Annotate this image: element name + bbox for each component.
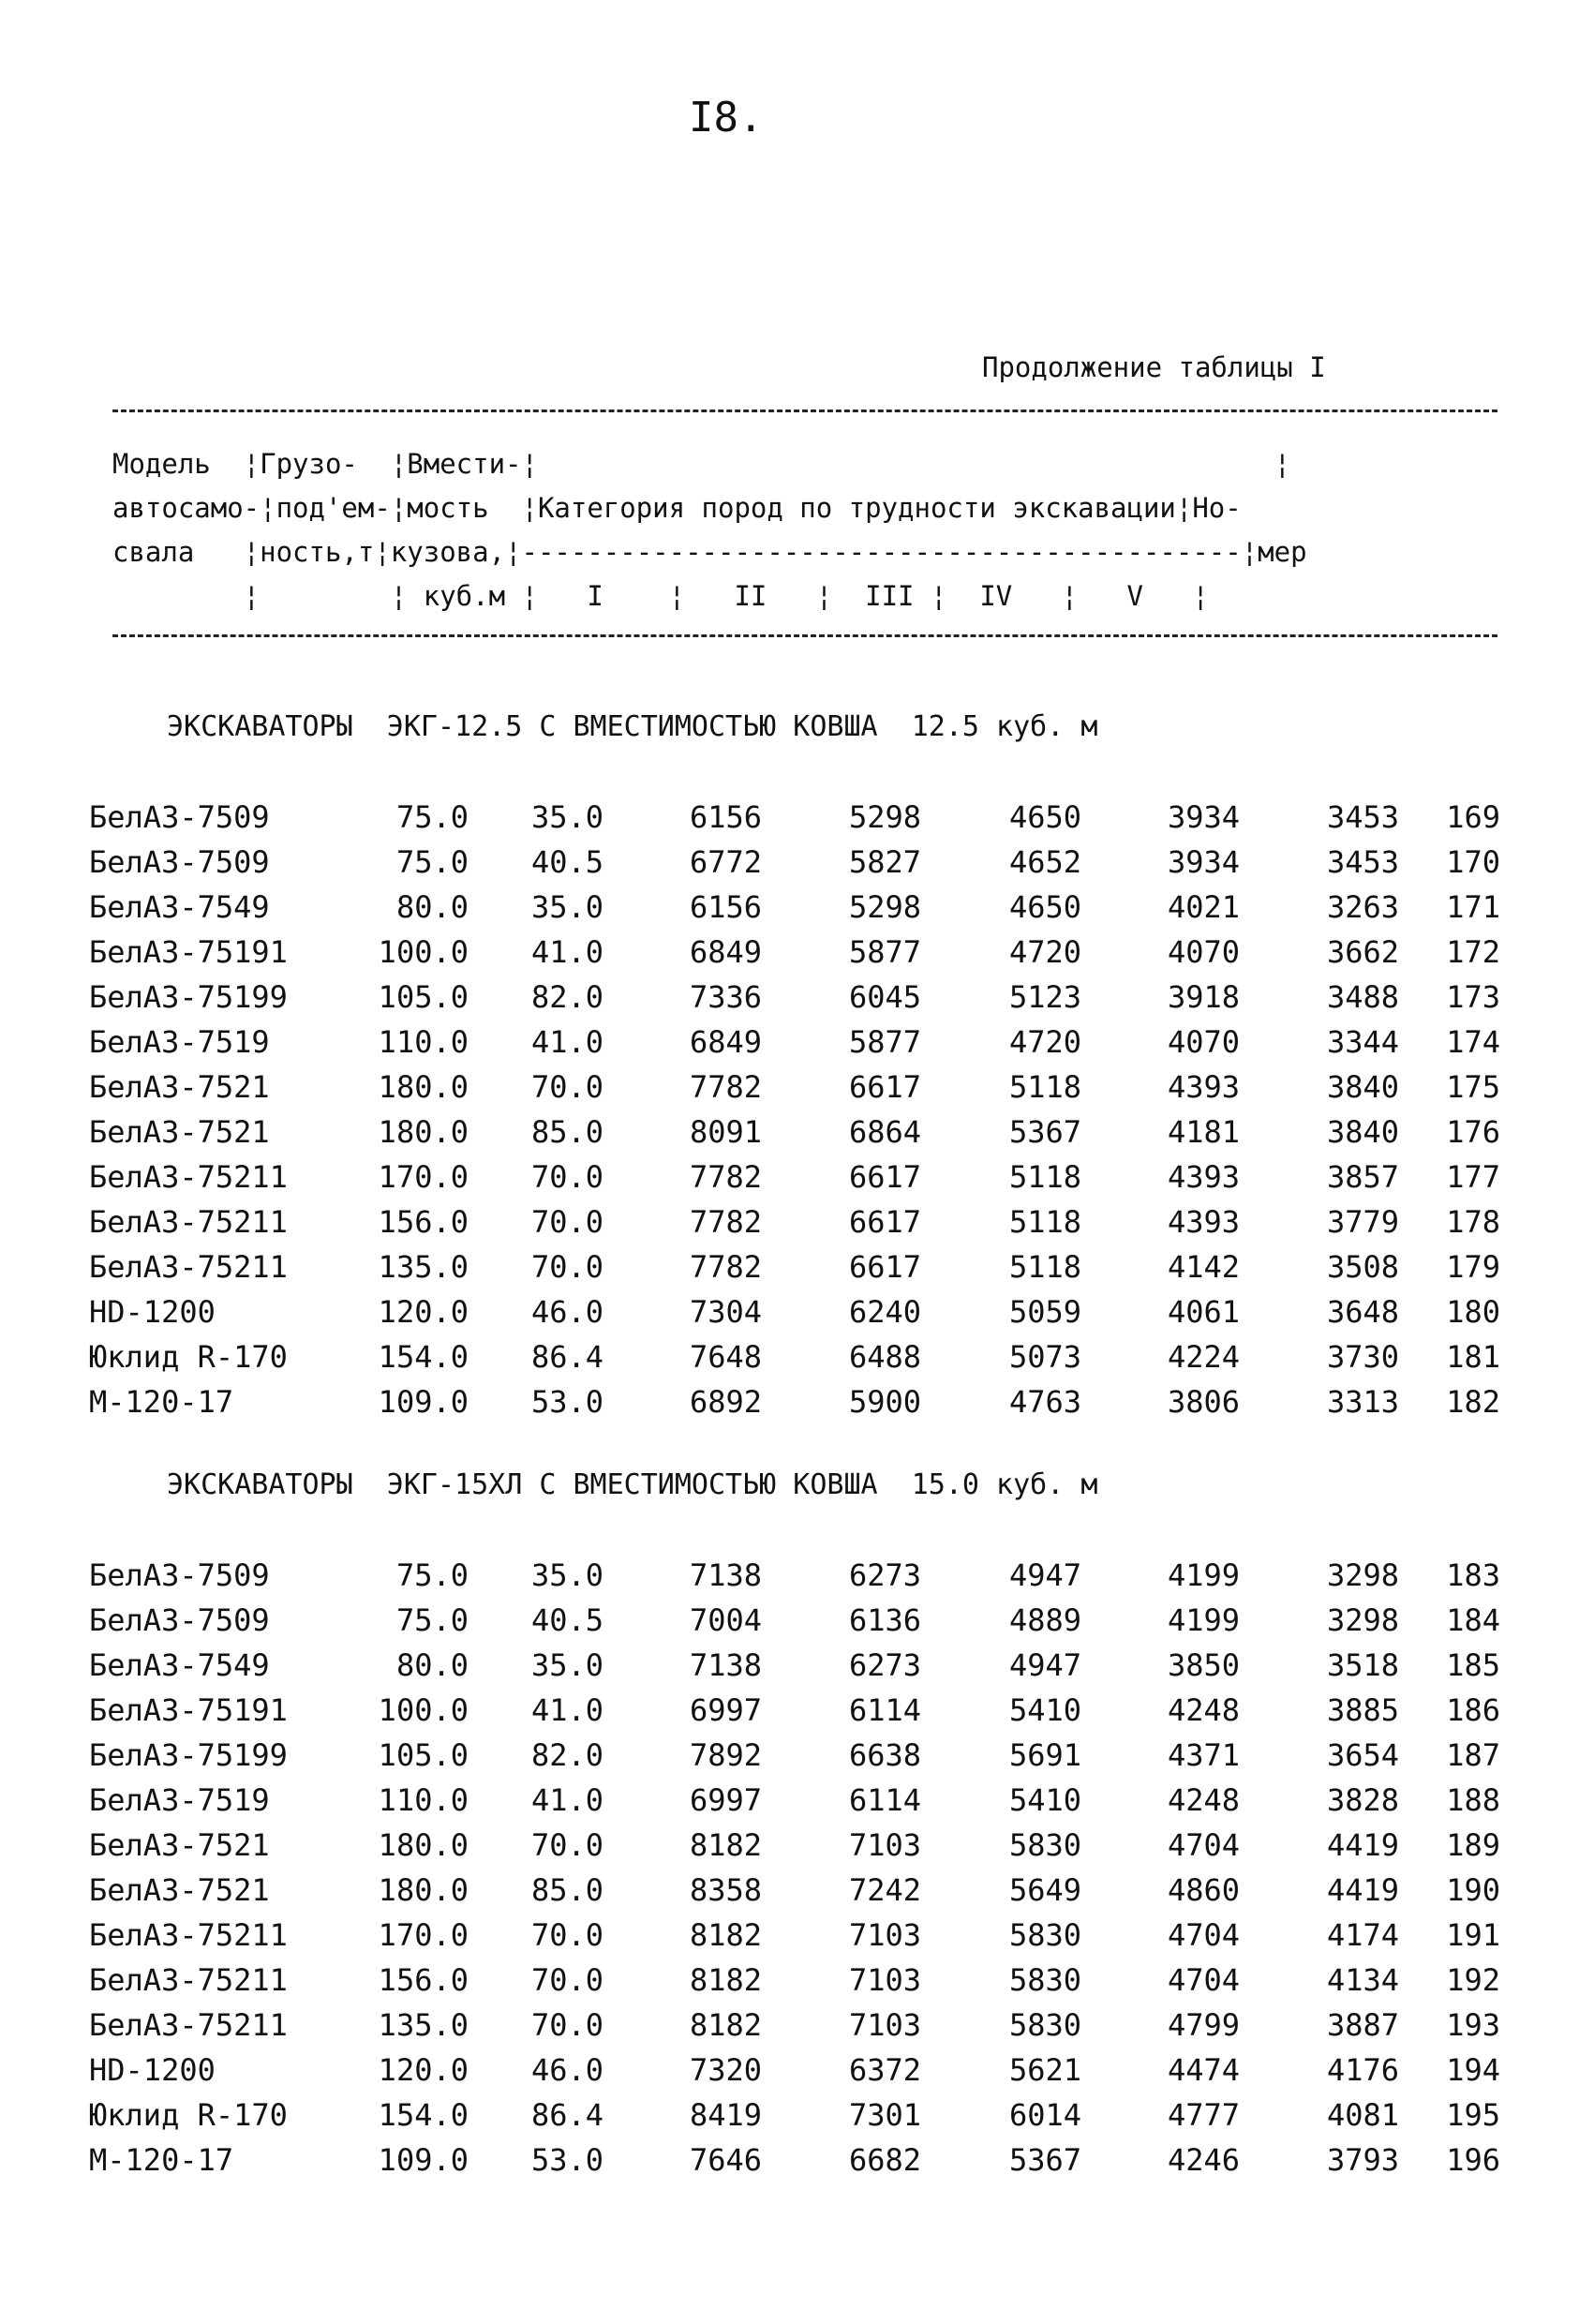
cell-iv: 3918 [1167,979,1240,1015]
cell-v: 3298 [1326,1602,1399,1638]
table-row [0,1602,1594,1647]
cell-ii: 5298 [848,799,921,835]
cell-model: БелАЗ-7519 [89,1024,270,1060]
cell-capacity: 100.0 [378,934,469,970]
section-title: ЭКСКАВАТОРЫ ЭКГ-15ХЛ С ВМЕСТИМОСТЬЮ КОВША 15.0 куб. м [167,1468,1098,1501]
cell-ii: 7103 [848,1917,921,1953]
cell-v: 3887 [1326,2007,1399,2043]
cell-model: БелАЗ-7549 [89,1647,270,1683]
cell-model: БелАЗ-75211 [89,1917,288,1953]
cell-v: 4419 [1326,1872,1399,1908]
cell-iv: 4199 [1167,1557,1240,1593]
cell-volume: 70.0 [530,1069,603,1105]
cell-num: 196 [1446,2142,1500,2178]
cell-iii: 5059 [1008,1294,1081,1330]
cell-iv: 4474 [1167,2052,1240,2088]
table-row [0,1204,1594,1249]
cell-ii: 7103 [848,1827,921,1863]
cell-ii: 6273 [848,1557,921,1593]
cell-num: 171 [1446,889,1500,925]
cell-iii: 5118 [1008,1069,1081,1105]
cell-model: БелАЗ-7509 [89,799,270,835]
cell-i: 8182 [689,1917,762,1953]
cell-volume: 46.0 [530,1294,603,1330]
cell-iv: 3934 [1167,799,1240,835]
cell-ii: 6488 [848,1339,921,1375]
cell-i: 6849 [689,934,762,970]
cell-capacity: 75.0 [395,1602,469,1638]
cell-v: 3313 [1326,1384,1399,1420]
cell-i: 7138 [689,1557,762,1593]
cell-model: БелАЗ-7509 [89,844,270,880]
cell-num: 169 [1446,799,1500,835]
cell-iv: 3850 [1167,1647,1240,1683]
cell-iii: 4947 [1008,1647,1081,1683]
table-row [0,1069,1594,1114]
cell-v: 4419 [1326,1827,1399,1863]
cell-capacity: 120.0 [378,2052,469,2088]
cell-ii: 6682 [848,2142,921,2178]
cell-i: 7648 [689,1339,762,1375]
cell-ii: 5298 [848,889,921,925]
cell-v: 3453 [1326,844,1399,880]
cell-iii: 4947 [1008,1557,1081,1593]
cell-capacity: 105.0 [378,1737,469,1773]
table-row [0,844,1594,889]
cell-v: 4176 [1326,2052,1399,2088]
cell-iv: 4393 [1167,1204,1240,1240]
cell-model: БелАЗ-75211 [89,1204,288,1240]
cell-v: 3828 [1326,1782,1399,1818]
cell-v: 3857 [1326,1159,1399,1195]
cell-model: БелАЗ-7509 [89,1602,270,1638]
cell-iv: 4246 [1167,2142,1240,2178]
cell-capacity: 110.0 [378,1024,469,1060]
cell-ii: 6617 [848,1159,921,1195]
cell-i: 6156 [689,799,762,835]
cell-iii: 4650 [1008,799,1081,835]
cell-volume: 35.0 [530,1647,603,1683]
cell-iv: 4224 [1167,1339,1240,1375]
cell-num: 178 [1446,1204,1500,1240]
cell-ii: 6617 [848,1249,921,1285]
cell-volume: 70.0 [530,1827,603,1863]
cell-num: 188 [1446,1782,1500,1818]
cell-model: БелАЗ-7519 [89,1782,270,1818]
table-row [0,934,1594,979]
cell-num: 192 [1446,1962,1500,1998]
cell-volume: 35.0 [530,1557,603,1593]
cell-capacity: 109.0 [378,2142,469,2178]
cell-model: HD-1200 [89,1294,216,1330]
cell-iv: 4777 [1167,2097,1240,2133]
cell-num: 189 [1446,1827,1500,1863]
cell-iii: 5621 [1008,2052,1081,2088]
table-row [0,1249,1594,1294]
header-line-1: Модель ¦Грузо- ¦Вмести-¦ ¦ [112,448,1291,480]
cell-num: 174 [1446,1024,1500,1060]
cell-i: 7320 [689,2052,762,2088]
cell-volume: 82.0 [530,1737,603,1773]
cell-volume: 35.0 [530,889,603,925]
cell-capacity: 170.0 [378,1917,469,1953]
cell-capacity: 180.0 [378,1827,469,1863]
cell-capacity: 170.0 [378,1159,469,1195]
cell-model: М-120-17 [89,1384,234,1420]
cell-volume: 41.0 [530,1692,603,1728]
cell-v: 3344 [1326,1024,1399,1060]
table-row [0,1384,1594,1429]
cell-i: 8182 [689,1962,762,1998]
cell-i: 7138 [689,1647,762,1683]
table-row [0,1159,1594,1204]
cell-i: 7782 [689,1204,762,1240]
cell-volume: 70.0 [530,1159,603,1195]
cell-num: 180 [1446,1294,1500,1330]
cell-ii: 6240 [848,1294,921,1330]
table-row [0,979,1594,1024]
cell-ii: 5900 [848,1384,921,1420]
cell-i: 7782 [689,1159,762,1195]
cell-iv: 4070 [1167,934,1240,970]
cell-iii: 4720 [1008,934,1081,970]
cell-capacity: 110.0 [378,1782,469,1818]
cell-volume: 70.0 [530,1249,603,1285]
cell-iii: 5367 [1008,2142,1081,2178]
cell-iii: 5118 [1008,1204,1081,1240]
cell-iii: 5410 [1008,1692,1081,1728]
table-row [0,799,1594,844]
cell-capacity: 135.0 [378,2007,469,2043]
cell-ii: 6864 [848,1114,921,1150]
cell-num: 173 [1446,979,1500,1015]
table-row [0,2052,1594,2097]
cell-ii: 6617 [848,1069,921,1105]
cell-capacity: 180.0 [378,1069,469,1105]
cell-ii: 7301 [848,2097,921,2133]
cell-i: 6997 [689,1782,762,1818]
cell-v: 4174 [1326,1917,1399,1953]
cell-iv: 4393 [1167,1159,1240,1195]
header-bottom-rule [112,634,1497,637]
cell-num: 182 [1446,1384,1500,1420]
cell-num: 193 [1446,2007,1500,2043]
cell-ii: 6638 [848,1737,921,1773]
cell-num: 194 [1446,2052,1500,2088]
cell-volume: 86.4 [530,2097,603,2133]
cell-iv: 4860 [1167,1872,1240,1908]
header-line-4: ¦ ¦ куб.м ¦ I ¦ II ¦ III ¦ IV ¦ V ¦ [112,580,1209,612]
cell-ii: 6045 [848,979,921,1015]
cell-capacity: 156.0 [378,1204,469,1240]
table-row [0,1114,1594,1159]
cell-i: 8091 [689,1114,762,1150]
cell-model: БелАЗ-7521 [89,1872,270,1908]
cell-iv: 3934 [1167,844,1240,880]
cell-ii: 7103 [848,2007,921,2043]
table-row [0,889,1594,934]
cell-v: 3508 [1326,1249,1399,1285]
table-row [0,1339,1594,1384]
cell-volume: 41.0 [530,934,603,970]
cell-model: БелАЗ-75211 [89,2007,288,2043]
cell-iii: 4652 [1008,844,1081,880]
cell-iii: 5118 [1008,1249,1081,1285]
cell-iv: 4248 [1167,1692,1240,1728]
cell-capacity: 80.0 [395,889,469,925]
cell-v: 3298 [1326,1557,1399,1593]
cell-num: 179 [1446,1249,1500,1285]
cell-i: 6849 [689,1024,762,1060]
cell-ii: 7242 [848,1872,921,1908]
table-row [0,1557,1594,1602]
cell-v: 3885 [1326,1692,1399,1728]
cell-iv: 4371 [1167,1737,1240,1773]
table-continuation-caption: Продолжение таблицы I [982,351,1326,383]
cell-i: 6892 [689,1384,762,1420]
cell-volume: 85.0 [530,1114,603,1150]
cell-model: Юклид R-170 [89,2097,288,2133]
cell-i: 8182 [689,2007,762,2043]
cell-num: 181 [1446,1339,1500,1375]
cell-iii: 5118 [1008,1159,1081,1195]
cell-ii: 6617 [848,1204,921,1240]
cell-i: 7782 [689,1249,762,1285]
cell-iii: 5123 [1008,979,1081,1015]
cell-iv: 4142 [1167,1249,1240,1285]
cell-volume: 70.0 [530,1917,603,1953]
cell-iv: 4021 [1167,889,1240,925]
cell-volume: 85.0 [530,1872,603,1908]
cell-iii: 5830 [1008,1917,1081,1953]
cell-model: БелАЗ-7549 [89,889,270,925]
cell-num: 191 [1446,1917,1500,1953]
cell-num: 195 [1446,2097,1500,2133]
cell-v: 4134 [1326,1962,1399,1998]
cell-capacity: 109.0 [378,1384,469,1420]
cell-model: Юклид R-170 [89,1339,288,1375]
cell-v: 3654 [1326,1737,1399,1773]
cell-i: 8182 [689,1827,762,1863]
cell-num: 186 [1446,1692,1500,1728]
cell-model: БелАЗ-7521 [89,1069,270,1105]
cell-model: БелАЗ-75211 [89,1159,288,1195]
cell-model: БелАЗ-75211 [89,1962,288,1998]
cell-i: 7004 [689,1602,762,1638]
cell-iii: 6014 [1008,2097,1081,2133]
cell-capacity: 120.0 [378,1294,469,1330]
cell-model: БелАЗ-7509 [89,1557,270,1593]
cell-num: 176 [1446,1114,1500,1150]
table-row [0,1917,1594,1962]
cell-capacity: 100.0 [378,1692,469,1728]
cell-capacity: 75.0 [395,844,469,880]
cell-iv: 4704 [1167,1962,1240,1998]
cell-i: 7304 [689,1294,762,1330]
cell-capacity: 180.0 [378,1872,469,1908]
cell-volume: 70.0 [530,1962,603,1998]
header-line-3: свала ¦ность,т¦кузова,¦--------------------------------------------¦мер [112,536,1307,568]
page-number: I8. [689,94,764,142]
cell-iv: 4248 [1167,1782,1240,1818]
cell-model: БелАЗ-75211 [89,1249,288,1285]
cell-iii: 5410 [1008,1782,1081,1818]
cell-num: 175 [1446,1069,1500,1105]
cell-ii: 5877 [848,1024,921,1060]
cell-capacity: 80.0 [395,1647,469,1683]
cell-v: 3648 [1326,1294,1399,1330]
cell-iv: 4070 [1167,1024,1240,1060]
cell-iv: 4704 [1167,1827,1240,1863]
cell-model: М-120-17 [89,2142,234,2178]
cell-volume: 35.0 [530,799,603,835]
cell-iv: 4199 [1167,1602,1240,1638]
table-row [0,1872,1594,1917]
cell-i: 7336 [689,979,762,1015]
table-row [0,2097,1594,2142]
cell-i: 8419 [689,2097,762,2133]
cell-model: БелАЗ-75199 [89,979,288,1015]
cell-iv: 4181 [1167,1114,1240,1150]
cell-ii: 5877 [848,934,921,970]
table-row [0,1737,1594,1782]
cell-capacity: 156.0 [378,1962,469,1998]
table-row [0,1024,1594,1069]
cell-iii: 5073 [1008,1339,1081,1375]
cell-i: 6156 [689,889,762,925]
cell-ii: 6273 [848,1647,921,1683]
cell-volume: 70.0 [530,1204,603,1240]
cell-v: 3662 [1326,934,1399,970]
cell-capacity: 75.0 [395,1557,469,1593]
cell-iii: 4720 [1008,1024,1081,1060]
cell-num: 177 [1446,1159,1500,1195]
cell-iii: 5367 [1008,1114,1081,1150]
cell-volume: 70.0 [530,2007,603,2043]
cell-v: 4081 [1326,2097,1399,2133]
cell-i: 8358 [689,1872,762,1908]
cell-iii: 4650 [1008,889,1081,925]
cell-v: 3779 [1326,1204,1399,1240]
section-title: ЭКСКАВАТОРЫ ЭКГ-12.5 С ВМЕСТИМОСТЬЮ КОВША 12.5 куб. м [167,710,1098,743]
cell-num: 190 [1446,1872,1500,1908]
cell-ii: 7103 [848,1962,921,1998]
cell-num: 183 [1446,1557,1500,1593]
cell-iv: 4393 [1167,1069,1240,1105]
cell-iii: 5830 [1008,1827,1081,1863]
cell-volume: 41.0 [530,1024,603,1060]
cell-volume: 40.5 [530,844,603,880]
cell-iii: 5830 [1008,2007,1081,2043]
cell-num: 185 [1446,1647,1500,1683]
cell-v: 3840 [1326,1069,1399,1105]
cell-iii: 4763 [1008,1384,1081,1420]
cell-v: 3488 [1326,979,1399,1015]
cell-iv: 3806 [1167,1384,1240,1420]
cell-iv: 4061 [1167,1294,1240,1330]
cell-volume: 82.0 [530,979,603,1015]
cell-v: 3793 [1326,2142,1399,2178]
cell-num: 184 [1446,1602,1500,1638]
cell-i: 6772 [689,844,762,880]
table-row [0,1647,1594,1692]
table-row [0,1294,1594,1339]
cell-v: 3840 [1326,1114,1399,1150]
cell-iv: 4704 [1167,1917,1240,1953]
cell-iii: 5830 [1008,1962,1081,1998]
table-row [0,1962,1594,2007]
cell-capacity: 135.0 [378,1249,469,1285]
cell-num: 172 [1446,934,1500,970]
cell-capacity: 154.0 [378,1339,469,1375]
table-row [0,1692,1594,1737]
cell-iii: 4889 [1008,1602,1081,1638]
cell-model: HD-1200 [89,2052,216,2088]
cell-i: 7892 [689,1737,762,1773]
cell-model: БелАЗ-7521 [89,1114,270,1150]
cell-i: 7646 [689,2142,762,2178]
cell-ii: 5827 [848,844,921,880]
cell-ii: 6114 [848,1692,921,1728]
cell-model: БелАЗ-75191 [89,1692,288,1728]
cell-volume: 53.0 [530,2142,603,2178]
cell-ii: 6114 [848,1782,921,1818]
cell-volume: 46.0 [530,2052,603,2088]
cell-num: 187 [1446,1737,1500,1773]
table-row [0,1782,1594,1827]
cell-capacity: 105.0 [378,979,469,1015]
cell-iii: 5691 [1008,1737,1081,1773]
cell-iv: 4799 [1167,2007,1240,2043]
cell-model: БелАЗ-7521 [89,1827,270,1863]
cell-capacity: 75.0 [395,799,469,835]
cell-volume: 41.0 [530,1782,603,1818]
cell-ii: 6136 [848,1602,921,1638]
cell-v: 3453 [1326,799,1399,835]
cell-num: 170 [1446,844,1500,880]
cell-model: БелАЗ-75199 [89,1737,288,1773]
cell-model: БелАЗ-75191 [89,934,288,970]
table-row [0,1827,1594,1872]
cell-capacity: 154.0 [378,2097,469,2133]
cell-volume: 86.4 [530,1339,603,1375]
cell-ii: 6372 [848,2052,921,2088]
header-top-rule [112,410,1497,412]
table-row [0,2007,1594,2052]
cell-capacity: 180.0 [378,1114,469,1150]
cell-v: 3730 [1326,1339,1399,1375]
cell-volume: 40.5 [530,1602,603,1638]
cell-i: 7782 [689,1069,762,1105]
cell-v: 3263 [1326,889,1399,925]
table-row [0,2142,1594,2187]
cell-volume: 53.0 [530,1384,603,1420]
header-line-2: автосамо-¦под'ем-¦мость ¦Категория пород по трудности экскавации¦Но- [112,492,1242,524]
cell-i: 6997 [689,1692,762,1728]
cell-iii: 5649 [1008,1872,1081,1908]
cell-v: 3518 [1326,1647,1399,1683]
